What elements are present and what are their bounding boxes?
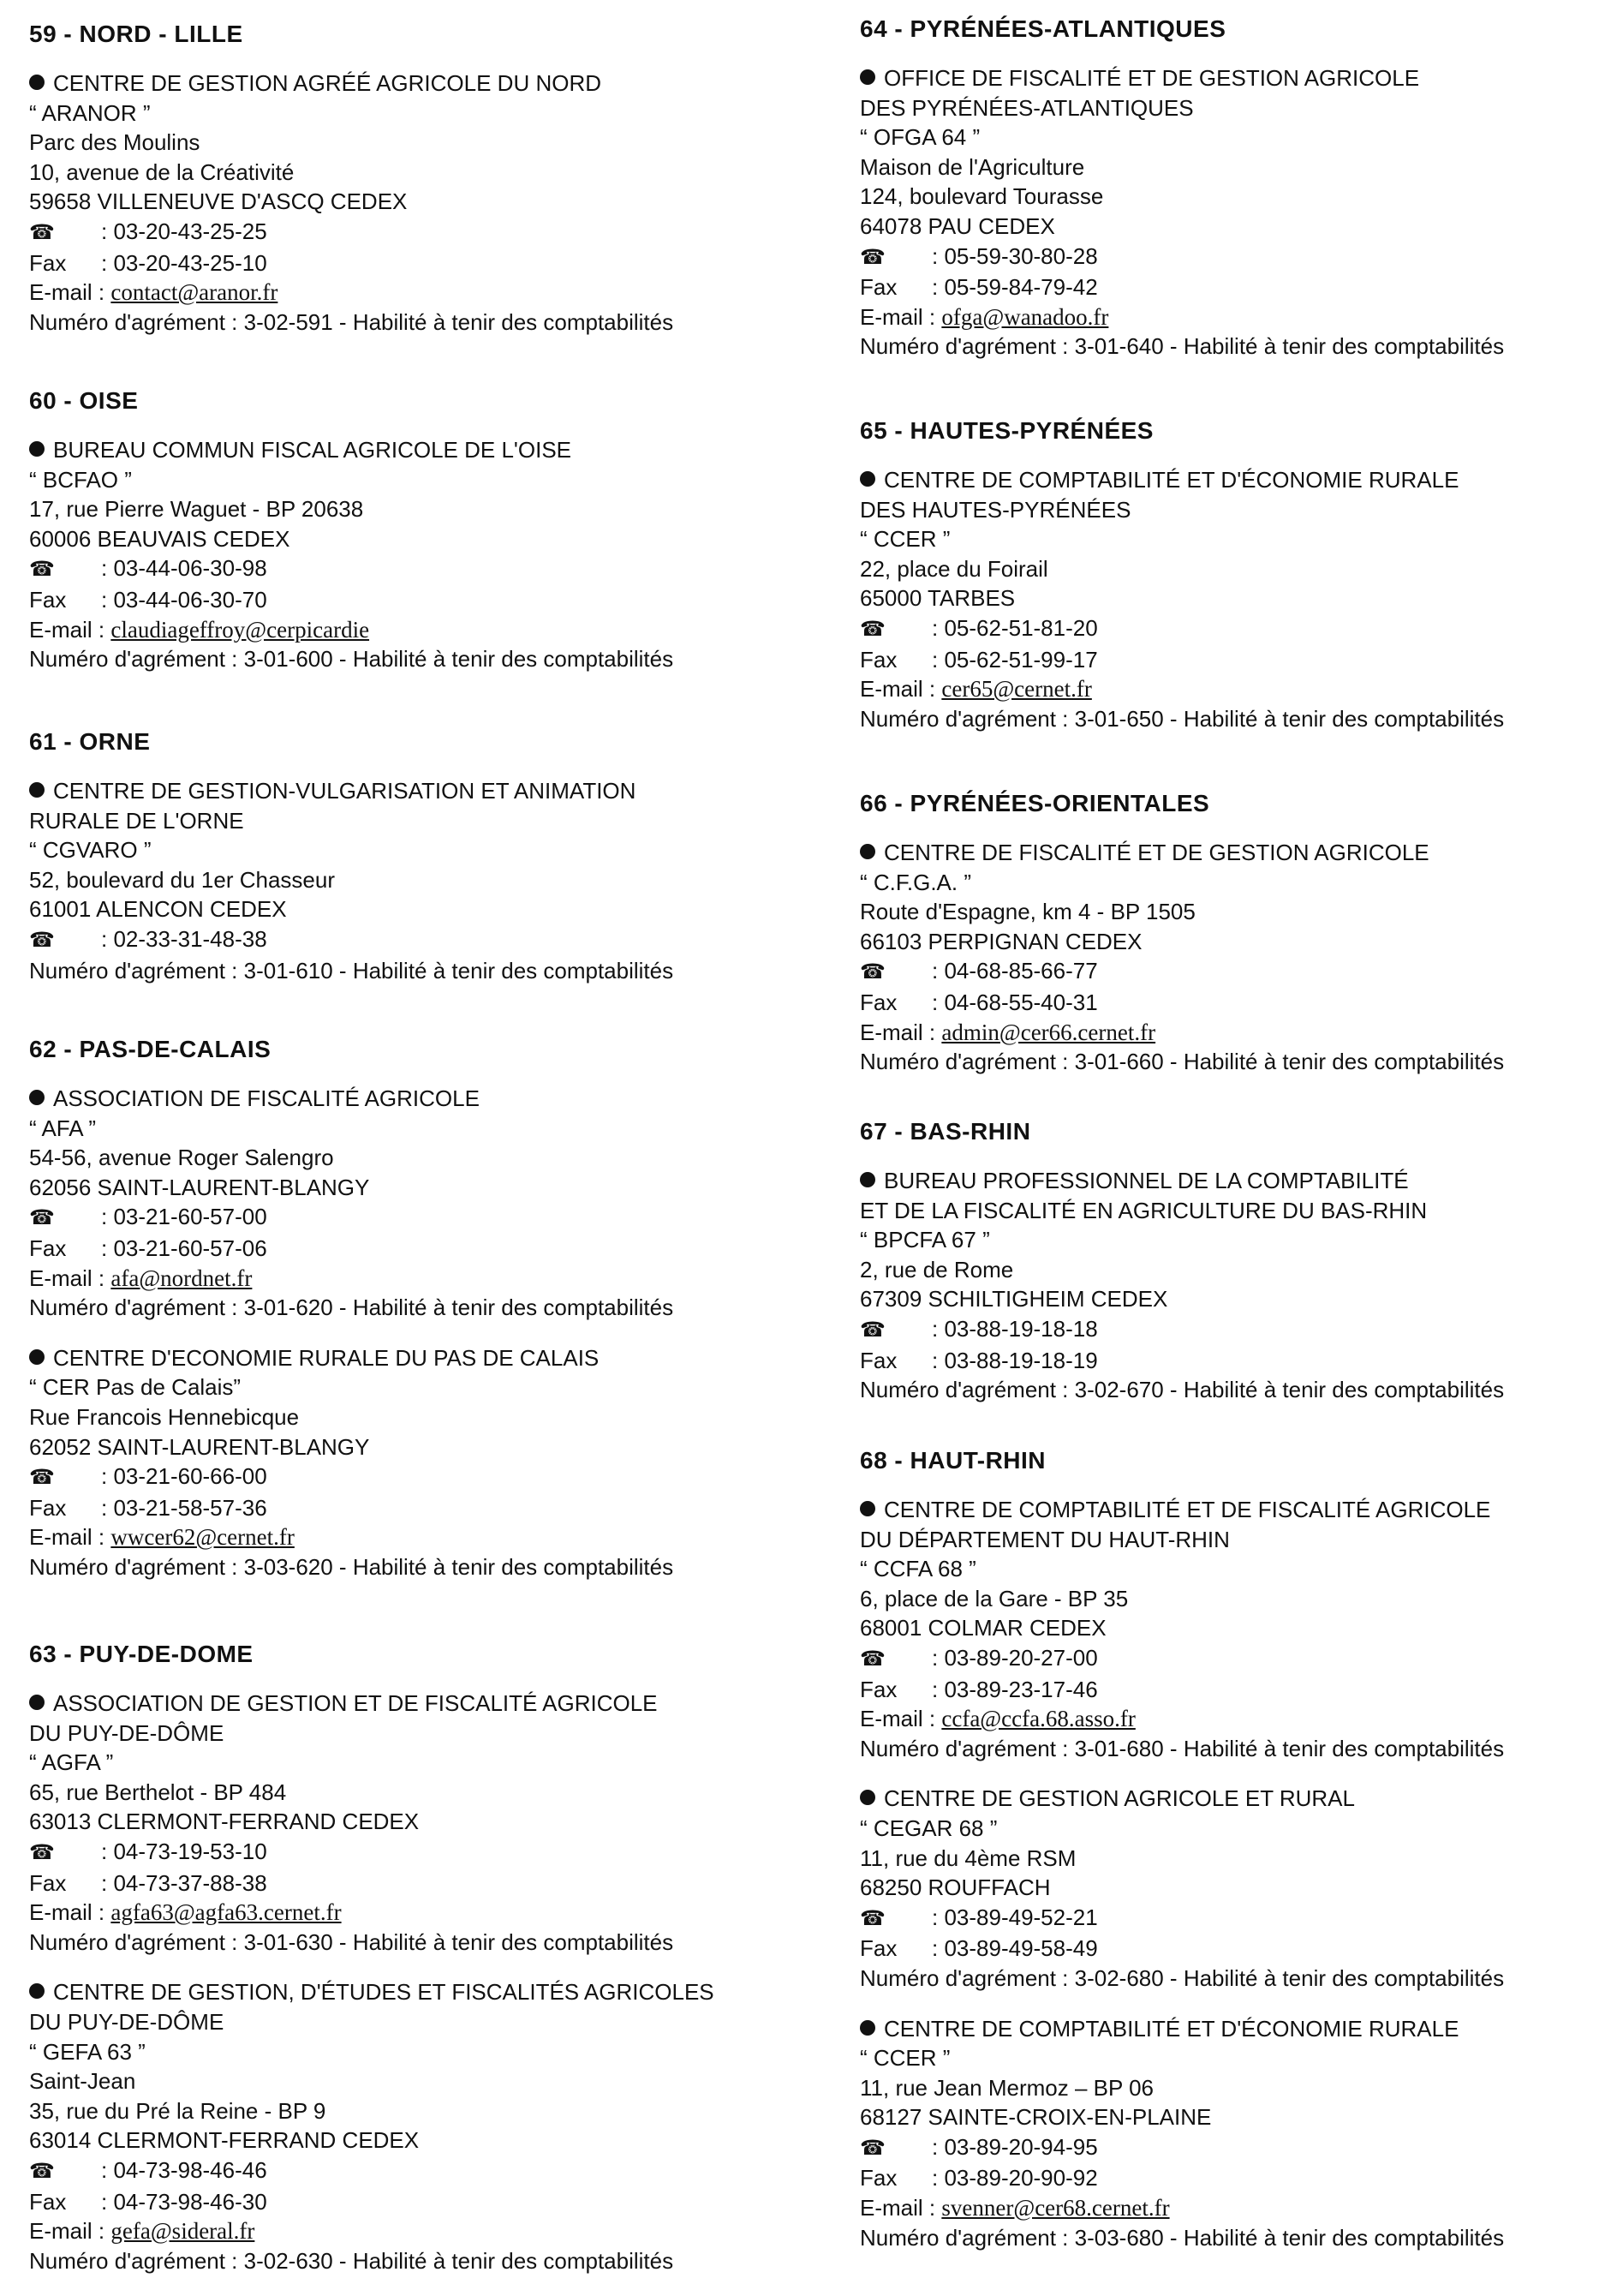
address-line: 62056 SAINT-LAURENT-BLANGY bbox=[29, 1174, 370, 1200]
phone-number: : 02-33-31-48-38 bbox=[101, 925, 267, 952]
phone-row bbox=[860, 956, 1614, 988]
phone-icon: ☎ bbox=[29, 558, 55, 582]
phone-number: : 03-88-19-18-18 bbox=[932, 1315, 1098, 1342]
address-line: 59658 VILLENEUVE D'ASCQ CEDEX bbox=[29, 188, 408, 215]
address-line: Parc des Moulins bbox=[29, 129, 200, 156]
department-section bbox=[860, 14, 1614, 382]
fax-label: Fax bbox=[29, 1869, 67, 1896]
address-line: 68001 COLMAR CEDEX bbox=[860, 1615, 1107, 1641]
email-row bbox=[29, 1522, 783, 1552]
phone-number: : 04-68-85-66-77 bbox=[932, 958, 1098, 984]
department-section bbox=[860, 416, 1614, 754]
phone-row bbox=[29, 924, 783, 956]
agrement-number: Numéro d'agrément : 3-01-600 - Habilité à tenir des comptabilités bbox=[29, 646, 674, 673]
phone-row bbox=[29, 553, 783, 585]
department-heading: 66 - PYRÉNÉES-ORIENTALES bbox=[860, 790, 1210, 816]
agrement-number: Numéro d'agrément : 3-01-630 - Habilité à tenir des comptabilités bbox=[29, 1928, 674, 1955]
bullet-icon bbox=[860, 844, 875, 859]
address-line: 67309 SCHILTIGHEIM CEDEX bbox=[860, 1286, 1168, 1312]
organization-name: DU DÉPARTEMENT DU HAUT-RHIN bbox=[860, 1526, 1230, 1552]
organization-acronym: “ CGVARO ” bbox=[29, 837, 152, 864]
email-row bbox=[860, 674, 1614, 704]
organization-acronym: “ C.F.G.A. ” bbox=[860, 869, 971, 895]
email-label: E-mail : bbox=[860, 303, 936, 330]
organization-name-line bbox=[860, 93, 1614, 123]
organization-acronym: “ OFGA 64 ” bbox=[860, 124, 981, 151]
fax-row bbox=[860, 645, 1614, 675]
organization-entry bbox=[860, 63, 1614, 362]
fax-number: : 03-89-49-58-49 bbox=[932, 1935, 1098, 1962]
organization-name-line bbox=[29, 1719, 783, 1749]
fax-number: : 03-44-06-30-70 bbox=[101, 586, 267, 613]
organization-entry bbox=[29, 1343, 783, 1582]
phone-row bbox=[29, 1462, 783, 1493]
organization-acronym: “ CCER ” bbox=[860, 526, 951, 553]
organization-entry bbox=[29, 1084, 783, 1323]
email-label: E-mail : bbox=[860, 2195, 936, 2221]
fax-number: : 05-62-51-99-17 bbox=[932, 646, 1098, 673]
organization-name: DES PYRÉNÉES-ATLANTIQUES bbox=[860, 94, 1194, 121]
agrement-number: Numéro d'agrément : 3-03-680 - Habilité à tenir des comptabilités bbox=[860, 2224, 1505, 2251]
phone-number: : 04-73-19-53-10 bbox=[101, 1838, 267, 1864]
phone-icon: ☎ bbox=[29, 1206, 55, 1230]
phone-row bbox=[860, 1643, 1614, 1675]
organization-name-line bbox=[860, 2014, 1614, 2044]
address-line: 2, rue de Rome bbox=[860, 1256, 1014, 1283]
organization-name: RURALE DE L'ORNE bbox=[29, 807, 244, 834]
email-link[interactable]: wwcer62@cernet.fr bbox=[110, 1524, 295, 1551]
agrement-number: Numéro d'agrément : 3-01-650 - Habilité à tenir des comptabilités bbox=[860, 705, 1505, 732]
department-heading: 64 - PYRÉNÉES-ATLANTIQUES bbox=[860, 15, 1226, 42]
organization-acronym: “ ARANOR ” bbox=[29, 99, 151, 126]
organization-name-line bbox=[860, 63, 1614, 93]
phone-row bbox=[29, 1202, 783, 1234]
department-heading: 62 - PAS-DE-CALAIS bbox=[29, 1036, 271, 1062]
email-row bbox=[29, 278, 783, 308]
email-label: E-mail : bbox=[860, 676, 936, 703]
phone-icon: ☎ bbox=[860, 2136, 886, 2160]
email-row bbox=[860, 2193, 1614, 2223]
fax-row bbox=[860, 1934, 1614, 1964]
organization-name: DES HAUTES-PYRÉNÉES bbox=[860, 496, 1131, 523]
email-label: E-mail : bbox=[860, 1019, 936, 1045]
fax-row bbox=[860, 1346, 1614, 1376]
organization-entry bbox=[860, 838, 1614, 1077]
department-heading: 65 - HAUTES-PYRÉNÉES bbox=[860, 417, 1154, 444]
organization-name-line bbox=[29, 2007, 783, 2037]
phone-icon: ☎ bbox=[860, 1647, 886, 1671]
phone-row bbox=[29, 2155, 783, 2187]
email-link[interactable]: cer65@cernet.fr bbox=[941, 676, 1092, 703]
bullet-icon bbox=[860, 1172, 875, 1187]
phone-row bbox=[860, 242, 1614, 273]
fax-number: : 05-59-84-79-42 bbox=[932, 274, 1098, 301]
organization-entry bbox=[860, 1784, 1614, 1993]
fax-label: Fax bbox=[860, 1935, 898, 1962]
email-link[interactable]: contact@aranor.fr bbox=[110, 279, 278, 306]
organization-name: CENTRE DE FISCALITÉ ET DE GESTION AGRICOLE bbox=[884, 840, 1429, 865]
address-line: 68250 ROUFFACH bbox=[860, 1874, 1051, 1901]
address-line: Route d'Espagne, km 4 - BP 1505 bbox=[860, 899, 1196, 925]
agrement-number: Numéro d'agrément : 3-01-620 - Habilité à tenir des comptabilités bbox=[29, 1294, 674, 1321]
organization-entry bbox=[29, 69, 783, 337]
phone-number: : 05-62-51-81-20 bbox=[932, 614, 1098, 641]
organization-entry bbox=[860, 2014, 1614, 2253]
address-line: Maison de l'Agriculture bbox=[860, 153, 1085, 180]
fax-label: Fax bbox=[860, 2165, 898, 2191]
organization-name-line bbox=[860, 838, 1614, 868]
email-link[interactable]: svenner@cer68.cernet.fr bbox=[941, 2195, 1170, 2221]
address-line: 65000 TARBES bbox=[860, 585, 1016, 612]
address-line: 124, boulevard Tourasse bbox=[860, 183, 1104, 210]
email-label: E-mail : bbox=[29, 1265, 105, 1291]
email-link[interactable]: claudiageffroy@cerpicardie bbox=[110, 616, 370, 643]
agrement-number: Numéro d'agrément : 3-01-680 - Habilité à tenir des comptabilités bbox=[860, 1735, 1505, 1761]
organization-entry bbox=[29, 435, 783, 674]
bullet-icon bbox=[860, 1501, 875, 1516]
phone-number: : 03-21-60-57-00 bbox=[101, 1204, 267, 1230]
phone-number: : 03-89-20-27-00 bbox=[932, 1644, 1098, 1671]
phone-row bbox=[29, 217, 783, 248]
organization-name-line bbox=[29, 776, 783, 806]
fax-number: : 03-21-60-57-06 bbox=[101, 1235, 267, 1261]
fax-label: Fax bbox=[860, 1347, 898, 1373]
department-heading: 61 - ORNE bbox=[29, 728, 151, 755]
organization-entry bbox=[29, 1977, 783, 2275]
address-line: 52, boulevard du 1er Chasseur bbox=[29, 866, 336, 893]
bullet-icon bbox=[860, 1790, 875, 1805]
address-line: 35, rue du Pré la Reine - BP 9 bbox=[29, 2097, 326, 2124]
organization-acronym: “ AGFA ” bbox=[29, 1749, 114, 1776]
bullet-icon bbox=[29, 782, 45, 798]
organization-name: CENTRE DE GESTION-VULGARISATION ET ANIMATION bbox=[53, 778, 636, 804]
phone-icon: ☎ bbox=[29, 2159, 55, 2183]
organization-name: DU PUY-DE-DÔME bbox=[29, 2008, 224, 2035]
address-line: 63014 CLERMONT-FERRAND CEDEX bbox=[29, 2127, 420, 2154]
address-line: 60006 BEAUVAIS CEDEX bbox=[29, 525, 290, 552]
fax-label: Fax bbox=[860, 274, 898, 301]
fax-number: : 03-88-19-18-19 bbox=[932, 1347, 1098, 1373]
phone-icon: ☎ bbox=[29, 1840, 55, 1864]
phone-row bbox=[860, 1903, 1614, 1934]
phone-number: : 03-20-43-25-25 bbox=[101, 218, 267, 244]
organization-acronym: “ CCER ” bbox=[860, 2045, 951, 2072]
organization-entry bbox=[29, 1689, 783, 1957]
bullet-icon bbox=[29, 1090, 45, 1105]
fax-label: Fax bbox=[29, 586, 67, 613]
fax-row bbox=[860, 272, 1614, 302]
organization-name: CENTRE DE COMPTABILITÉ ET D'ÉCONOMIE RURALE bbox=[884, 2015, 1459, 2042]
address-line: 62052 SAINT-LAURENT-BLANGY bbox=[29, 1433, 370, 1460]
organization-entry bbox=[29, 776, 783, 985]
address-line: 54-56, avenue Roger Salengro bbox=[29, 1145, 334, 1171]
organization-name: ET DE LA FISCALITÉ EN AGRICULTURE DU BAS-RHIN bbox=[860, 1197, 1428, 1223]
organization-name-line bbox=[29, 1689, 783, 1719]
fax-row bbox=[860, 2163, 1614, 2193]
fax-label: Fax bbox=[29, 2188, 67, 2215]
organization-name-line bbox=[860, 465, 1614, 495]
fax-label: Fax bbox=[860, 989, 898, 1015]
phone-row bbox=[860, 613, 1614, 645]
department-section bbox=[860, 1116, 1614, 1426]
fax-number: : 04-68-55-40-31 bbox=[932, 989, 1098, 1015]
address-line: Rue Francois Hennebicque bbox=[29, 1403, 300, 1430]
department-heading: 68 - HAUT-RHIN bbox=[860, 1447, 1047, 1474]
address-line: 22, place du Foirail bbox=[860, 555, 1048, 582]
phone-row bbox=[860, 2132, 1614, 2164]
phone-icon: ☎ bbox=[29, 928, 55, 952]
email-link[interactable]: gefa@sideral.fr bbox=[110, 2218, 255, 2245]
fax-number: : 03-20-43-25-10 bbox=[101, 249, 267, 276]
email-row bbox=[29, 1898, 783, 1928]
organization-name-line bbox=[29, 1084, 783, 1114]
fax-number: : 03-21-58-57-36 bbox=[101, 1494, 267, 1521]
organization-name: CENTRE DE COMPTABILITÉ ET DE FISCALITÉ AGRICOLE bbox=[884, 1497, 1491, 1522]
department-section bbox=[29, 1034, 783, 1603]
organization-name: CENTRE DE GESTION AGRÉÉ AGRICOLE DU NORD bbox=[53, 70, 601, 96]
organization-acronym: “ BCFAO ” bbox=[29, 466, 132, 493]
organization-name-line bbox=[29, 69, 783, 99]
email-link[interactable]: ofga@wanadoo.fr bbox=[941, 303, 1109, 330]
address-line: 10, avenue de la Créativité bbox=[29, 158, 295, 185]
fax-label: Fax bbox=[860, 1676, 898, 1702]
bullet-icon bbox=[860, 69, 875, 85]
fax-number: : 03-89-23-17-46 bbox=[932, 1676, 1098, 1702]
fax-row bbox=[860, 1675, 1614, 1705]
address-line: 61001 ALENCON CEDEX bbox=[29, 896, 287, 923]
phone-number: : 03-89-20-94-95 bbox=[932, 2133, 1098, 2160]
phone-row bbox=[860, 1314, 1614, 1346]
department-section bbox=[29, 1639, 783, 2296]
fax-row bbox=[860, 988, 1614, 1018]
email-row bbox=[860, 1704, 1614, 1734]
organization-acronym: “ CER Pas de Calais” bbox=[29, 1374, 242, 1401]
organization-name-line bbox=[29, 1343, 783, 1373]
organization-acronym: “ GEFA 63 ” bbox=[29, 2038, 146, 2065]
email-label: E-mail : bbox=[29, 2218, 105, 2245]
phone-icon: ☎ bbox=[860, 245, 886, 269]
email-label: E-mail : bbox=[29, 1899, 105, 1926]
bullet-icon bbox=[29, 1695, 45, 1710]
organization-entry bbox=[860, 465, 1614, 733]
department-section bbox=[860, 1445, 1614, 2273]
email-link[interactable]: afa@nordnet.fr bbox=[110, 1265, 253, 1291]
organization-acronym: “ CEGAR 68 ” bbox=[860, 1815, 998, 1841]
organization-name-line bbox=[29, 806, 783, 836]
bullet-icon bbox=[860, 2020, 875, 2036]
email-link[interactable]: ccfa@ccfa.68.asso.fr bbox=[941, 1706, 1136, 1732]
organization-name-line bbox=[29, 435, 783, 465]
phone-icon: ☎ bbox=[860, 617, 886, 641]
department-heading: 59 - NORD - LILLE bbox=[29, 21, 243, 47]
fax-label: Fax bbox=[860, 646, 898, 673]
fax-label: Fax bbox=[29, 1235, 67, 1261]
department-section bbox=[29, 726, 783, 1006]
department-heading: 60 - OISE bbox=[29, 387, 139, 414]
phone-number: : 03-44-06-30-98 bbox=[101, 555, 267, 582]
address-line: 11, rue Jean Mermoz – BP 06 bbox=[860, 2074, 1155, 2101]
agrement-number: Numéro d'agrément : 3-01-610 - Habilité à tenir des comptabilités bbox=[29, 957, 674, 984]
agrement-number: Numéro d'agrément : 3-03-620 - Habilité à tenir des comptabilités bbox=[29, 1553, 674, 1580]
email-row bbox=[860, 1018, 1614, 1048]
email-row bbox=[29, 1264, 783, 1294]
fax-row bbox=[29, 585, 783, 615]
phone-icon: ☎ bbox=[860, 1906, 886, 1930]
email-label: E-mail : bbox=[29, 616, 105, 643]
phone-icon: ☎ bbox=[29, 220, 55, 244]
organization-entry bbox=[860, 1166, 1614, 1405]
organization-name: ASSOCIATION DE GESTION ET DE FISCALITÉ AGRICOLE bbox=[53, 1690, 658, 1716]
phone-row bbox=[29, 1837, 783, 1868]
agrement-number: Numéro d'agrément : 3-02-670 - Habilité à tenir des comptabilités bbox=[860, 1377, 1505, 1403]
email-row bbox=[29, 2216, 783, 2246]
address-line: Saint-Jean bbox=[29, 2068, 136, 2095]
bullet-icon bbox=[860, 471, 875, 487]
fax-row bbox=[29, 2187, 783, 2217]
fax-row bbox=[29, 1868, 783, 1898]
email-label: E-mail : bbox=[860, 1706, 936, 1732]
department-heading: 67 - BAS-RHIN bbox=[860, 1118, 1031, 1145]
fax-row bbox=[29, 1234, 783, 1264]
email-row bbox=[29, 615, 783, 645]
bullet-icon bbox=[29, 441, 45, 457]
phone-number: : 05-59-30-80-28 bbox=[932, 242, 1098, 269]
organization-name: CENTRE D'ECONOMIE RURALE DU PAS DE CALAIS bbox=[53, 1344, 600, 1371]
organization-acronym: “ CCFA 68 ” bbox=[860, 1556, 976, 1582]
address-line: 6, place de la Gare - BP 35 bbox=[860, 1585, 1129, 1611]
phone-icon: ☎ bbox=[860, 1318, 886, 1342]
organization-name: ASSOCIATION DE FISCALITÉ AGRICOLE bbox=[53, 1085, 480, 1111]
fax-number: : 04-73-37-88-38 bbox=[101, 1869, 267, 1896]
fax-number: : 04-73-98-46-30 bbox=[101, 2188, 267, 2215]
address-line: 66103 PERPIGNAN CEDEX bbox=[860, 928, 1143, 954]
organization-name: DU PUY-DE-DÔME bbox=[29, 1719, 224, 1746]
bullet-icon bbox=[29, 1349, 45, 1365]
agrement-number: Numéro d'agrément : 3-01-640 - Habilité à tenir des comptabilités bbox=[860, 333, 1505, 360]
organization-name-line bbox=[860, 1784, 1614, 1814]
address-line: 17, rue Pierre Waguet - BP 20638 bbox=[29, 496, 364, 523]
fax-row bbox=[29, 1493, 783, 1523]
organization-acronym: “ AFA ” bbox=[29, 1115, 97, 1141]
fax-label: Fax bbox=[29, 1494, 67, 1521]
organization-name: OFFICE DE FISCALITÉ ET DE GESTION AGRICOLE bbox=[884, 65, 1420, 91]
department-section bbox=[860, 788, 1614, 1097]
organization-acronym: “ BPCFA 67 ” bbox=[860, 1227, 990, 1253]
address-line: 68127 SAINTE-CROIX-EN-PLAINE bbox=[860, 2104, 1212, 2131]
agrement-number: Numéro d'agrément : 3-01-660 - Habilité à tenir des comptabilités bbox=[860, 1049, 1505, 1075]
address-line: 11, rue du 4ème RSM bbox=[860, 1845, 1077, 1871]
organization-name: BUREAU COMMUN FISCAL AGRICOLE DE L'OISE bbox=[53, 437, 572, 463]
address-line: 63013 CLERMONT-FERRAND CEDEX bbox=[29, 1809, 420, 1835]
fax-label: Fax bbox=[29, 249, 67, 276]
department-section bbox=[29, 386, 783, 695]
email-row bbox=[860, 302, 1614, 332]
phone-number: : 04-73-98-46-46 bbox=[101, 2156, 267, 2183]
bullet-icon bbox=[29, 75, 45, 90]
fax-row bbox=[29, 248, 783, 278]
organization-name-line bbox=[860, 1166, 1614, 1196]
department-section bbox=[29, 19, 783, 357]
organization-name-line bbox=[860, 1196, 1614, 1226]
organization-name-line bbox=[860, 1525, 1614, 1555]
phone-icon: ☎ bbox=[29, 1466, 55, 1490]
fax-number: : 03-89-20-90-92 bbox=[932, 2165, 1098, 2191]
email-link[interactable]: agfa63@agfa63.cernet.fr bbox=[110, 1899, 342, 1926]
agrement-number: Numéro d'agrément : 3-02-591 - Habilité à tenir des comptabilités bbox=[29, 308, 674, 335]
email-label: E-mail : bbox=[29, 1524, 105, 1551]
phone-number: : 03-21-60-66-00 bbox=[101, 1463, 267, 1490]
organization-name: CENTRE DE GESTION, D'ÉTUDES ET FISCALITÉS AGRICOLES bbox=[53, 1979, 714, 2006]
agrement-number: Numéro d'agrément : 3-02-630 - Habilité à tenir des comptabilités bbox=[29, 2247, 674, 2274]
agrement-number: Numéro d'agrément : 3-02-680 - Habilité à tenir des comptabilités bbox=[860, 1964, 1505, 1991]
phone-icon: ☎ bbox=[860, 960, 886, 984]
address-line: 64078 PAU CEDEX bbox=[860, 212, 1055, 239]
organization-name-line bbox=[29, 1977, 783, 2007]
email-link[interactable]: admin@cer66.cernet.fr bbox=[941, 1019, 1156, 1045]
department-heading: 63 - PUY-DE-DOME bbox=[29, 1641, 254, 1667]
organization-entry bbox=[860, 1495, 1614, 1763]
organization-name: BUREAU PROFESSIONNEL DE LA COMPTABILITÉ bbox=[884, 1168, 1409, 1193]
bullet-icon bbox=[29, 1983, 45, 1999]
organization-name-line bbox=[860, 495, 1614, 525]
address-line: 65, rue Berthelot - BP 484 bbox=[29, 1779, 287, 1805]
organization-name: CENTRE DE GESTION AGRICOLE ET RURAL bbox=[884, 1785, 1355, 1812]
organization-name: CENTRE DE COMPTABILITÉ ET D'ÉCONOMIE RURALE bbox=[884, 467, 1459, 493]
organization-name-line bbox=[860, 1495, 1614, 1525]
phone-number: : 03-89-49-52-21 bbox=[932, 1904, 1098, 1930]
email-label: E-mail : bbox=[29, 279, 105, 306]
